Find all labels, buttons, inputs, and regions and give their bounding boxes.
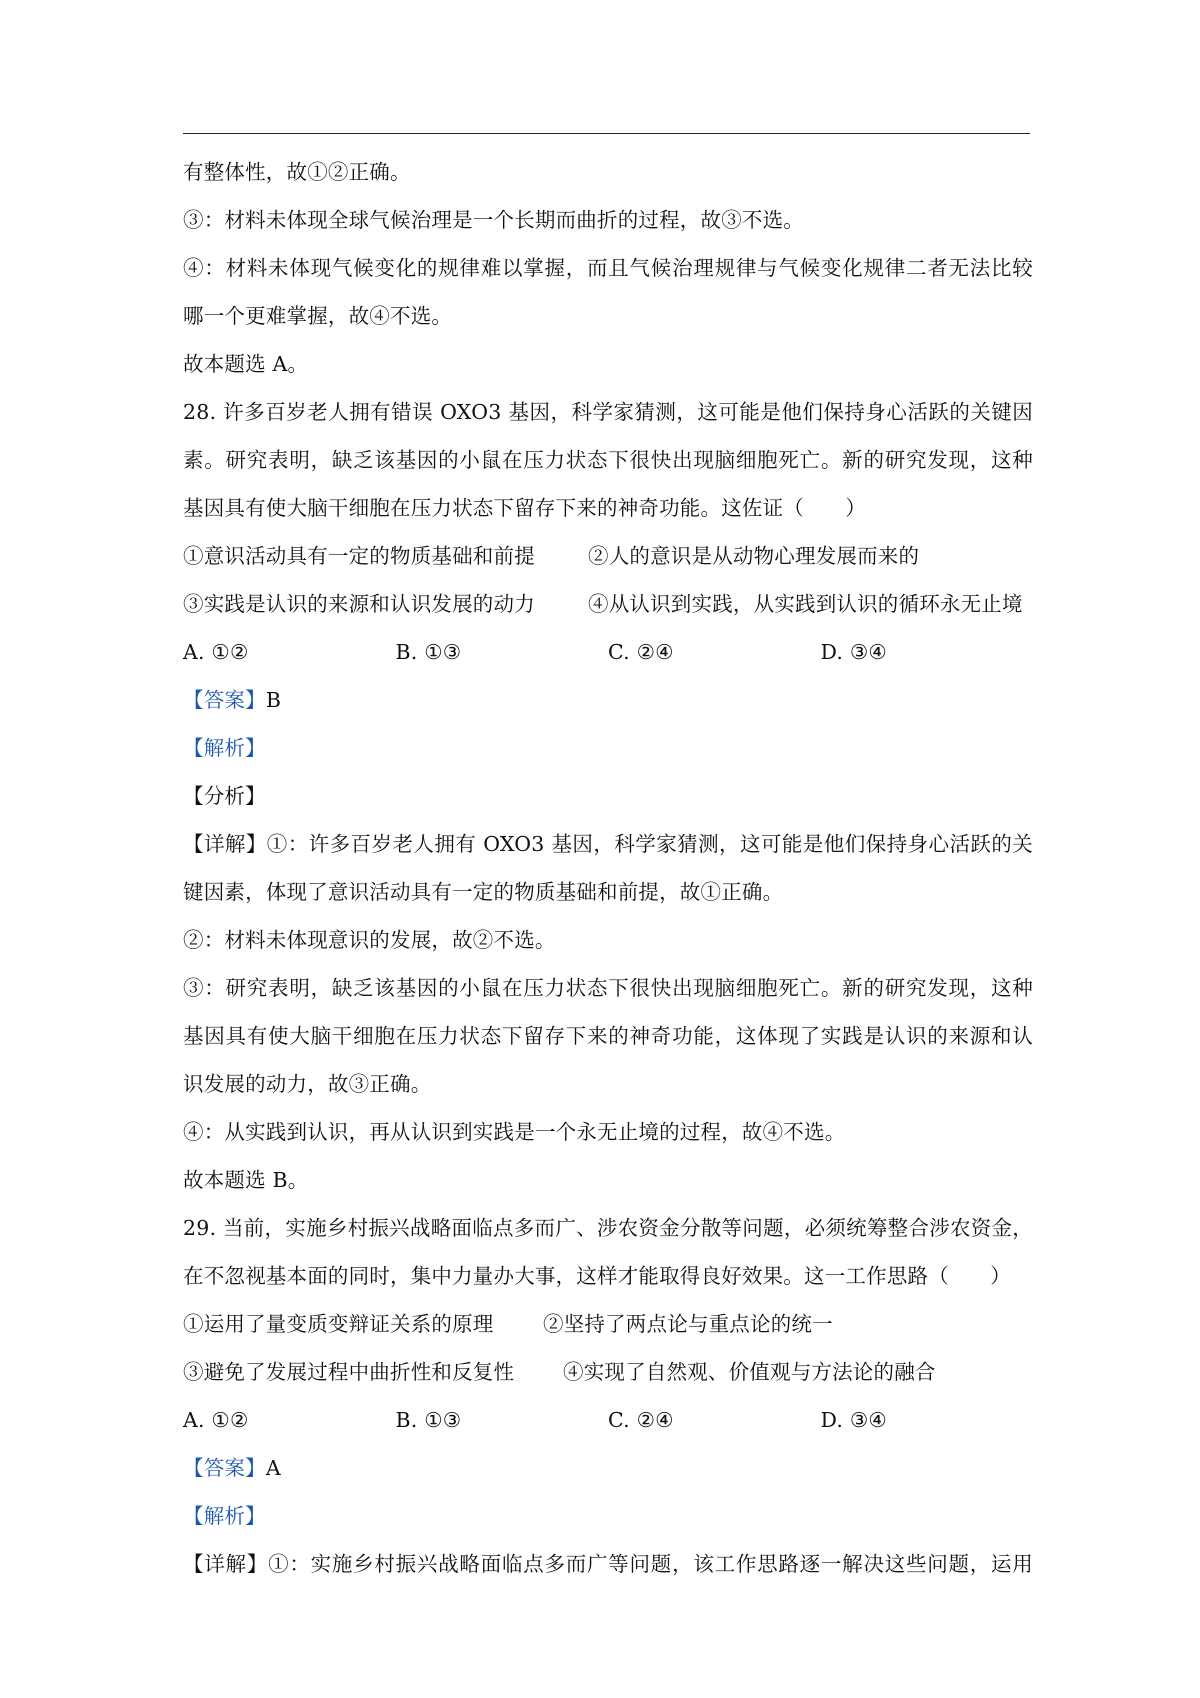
- text-line: ④：材料未体现气候变化的规律难以掌握，而且气候治理规律与气候变化规律二者无法比较: [183, 256, 1033, 280]
- question-28-statements: [183, 580, 1033, 628]
- statement-1: ①意识活动具有一定的物质基础和前提: [183, 544, 535, 568]
- question-28-statements: [183, 532, 1033, 580]
- fenxi-tag: 【分析】: [183, 784, 266, 808]
- option-c: C. ②④: [608, 640, 674, 664]
- text-line: 哪一个更难掌握，故④不选。: [183, 304, 453, 328]
- detail-line: 识发展的动力，故③正确。: [183, 1072, 432, 1096]
- statement-2: ②坚持了两点论与重点论的统一: [543, 1312, 833, 1336]
- detail-line: [183, 820, 1033, 868]
- answer-line: [183, 1444, 1033, 1492]
- answer-tag: 【答案】: [183, 1456, 266, 1480]
- question-29-stem: 在不忽视基本面的同时，集中力量办大事，这样才能取得良好效果。这一工作思路（ ）: [183, 1264, 1011, 1288]
- header-rule: [183, 133, 1030, 134]
- detail-text: ①：实施乡村振兴战略面临点多而广等问题，该工作思路逐一解决这些问题，运用: [268, 1552, 1033, 1576]
- answer-tag: 【答案】: [183, 688, 266, 712]
- detail-line: 基因具有使大脑干细胞在压力状态下留存下来的神奇功能，这体现了实践是认识的来源和认: [183, 1024, 1033, 1048]
- analysis-tag: 【解析】: [183, 1504, 266, 1528]
- question-29-options: [183, 1396, 1033, 1444]
- statement-4: ④从认识到实践，从实践到认识的循环永无止境: [588, 592, 1023, 616]
- option-a: A. ①②: [183, 640, 249, 664]
- question-29-statements: [183, 1300, 1033, 1348]
- text-line: 有整体性，故①②正确。: [183, 160, 411, 184]
- page-content: [183, 148, 1033, 1588]
- text-line: ③：材料未体现全球气候治理是一个长期而曲折的过程，故③不选。: [183, 208, 804, 232]
- question-28-stem: 素。研究表明，缺乏该基因的小鼠在压力状态下很快出现脑细胞死亡。新的研究发现，这种: [183, 448, 1033, 472]
- option-a: A. ①②: [183, 1408, 249, 1432]
- detail-line: ③：研究表明，缺乏该基因的小鼠在压力状态下很快出现脑细胞死亡。新的研究发现，这种: [183, 976, 1033, 1000]
- statement-3: ③实践是认识的来源和认识发展的动力: [183, 592, 535, 616]
- text-line: 故本题选 A。: [183, 352, 309, 376]
- statement-3: ③避免了发展过程中曲折性和反复性: [183, 1360, 515, 1384]
- answer-value: B: [265, 688, 282, 712]
- detail-line: 键因素，体现了意识活动具有一定的物质基础和前提，故①正确。: [183, 880, 784, 904]
- statement-1: ①运用了量变质变辩证关系的原理: [183, 1312, 494, 1336]
- option-c: C. ②④: [608, 1408, 674, 1432]
- option-d: D. ③④: [820, 1408, 887, 1432]
- detail-line: ④：从实践到认识，再从认识到实践是一个永无止境的过程，故④不选。: [183, 1120, 846, 1144]
- option-b: B. ①③: [395, 640, 462, 664]
- detail-tag: 【详解】: [183, 832, 267, 856]
- question-28-options: [183, 628, 1033, 676]
- answer-line: [183, 676, 1033, 724]
- option-d: D. ③④: [820, 640, 887, 664]
- answer-value: A: [265, 1456, 281, 1480]
- statement-4: ④实现了自然观、价值观与方法论的融合: [563, 1360, 936, 1384]
- statement-2: ②人的意识是从动物心理发展而来的: [588, 544, 920, 568]
- detail-tag: 【详解】: [183, 1552, 269, 1576]
- option-b: B. ①③: [395, 1408, 462, 1432]
- question-28-stem: 28. 许多百岁老人拥有错误 OXO3 基因，科学家猜测，这可能是他们保持身心活跃的关键因: [183, 400, 1033, 424]
- detail-line: ②：材料未体现意识的发展，故②不选。: [183, 928, 556, 952]
- analysis-tag: 【解析】: [183, 736, 266, 760]
- question-28-stem: 基因具有使大脑干细胞在压力状态下留存下来的神奇功能。这佐证（ ）: [183, 496, 867, 520]
- detail-text: ①：许多百岁老人拥有 OXO3 基因，科学家猜测，这可能是他们保持身心活跃的关: [266, 832, 1033, 856]
- question-29-stem: 29. 当前，实施乡村振兴战略面临点多而广、涉农资金分散等问题，必须统筹整合涉农资金，: [183, 1216, 1033, 1240]
- question-29-statements: [183, 1348, 1033, 1396]
- detail-line: 故本题选 B。: [183, 1168, 309, 1192]
- detail-line: [183, 1540, 1033, 1588]
